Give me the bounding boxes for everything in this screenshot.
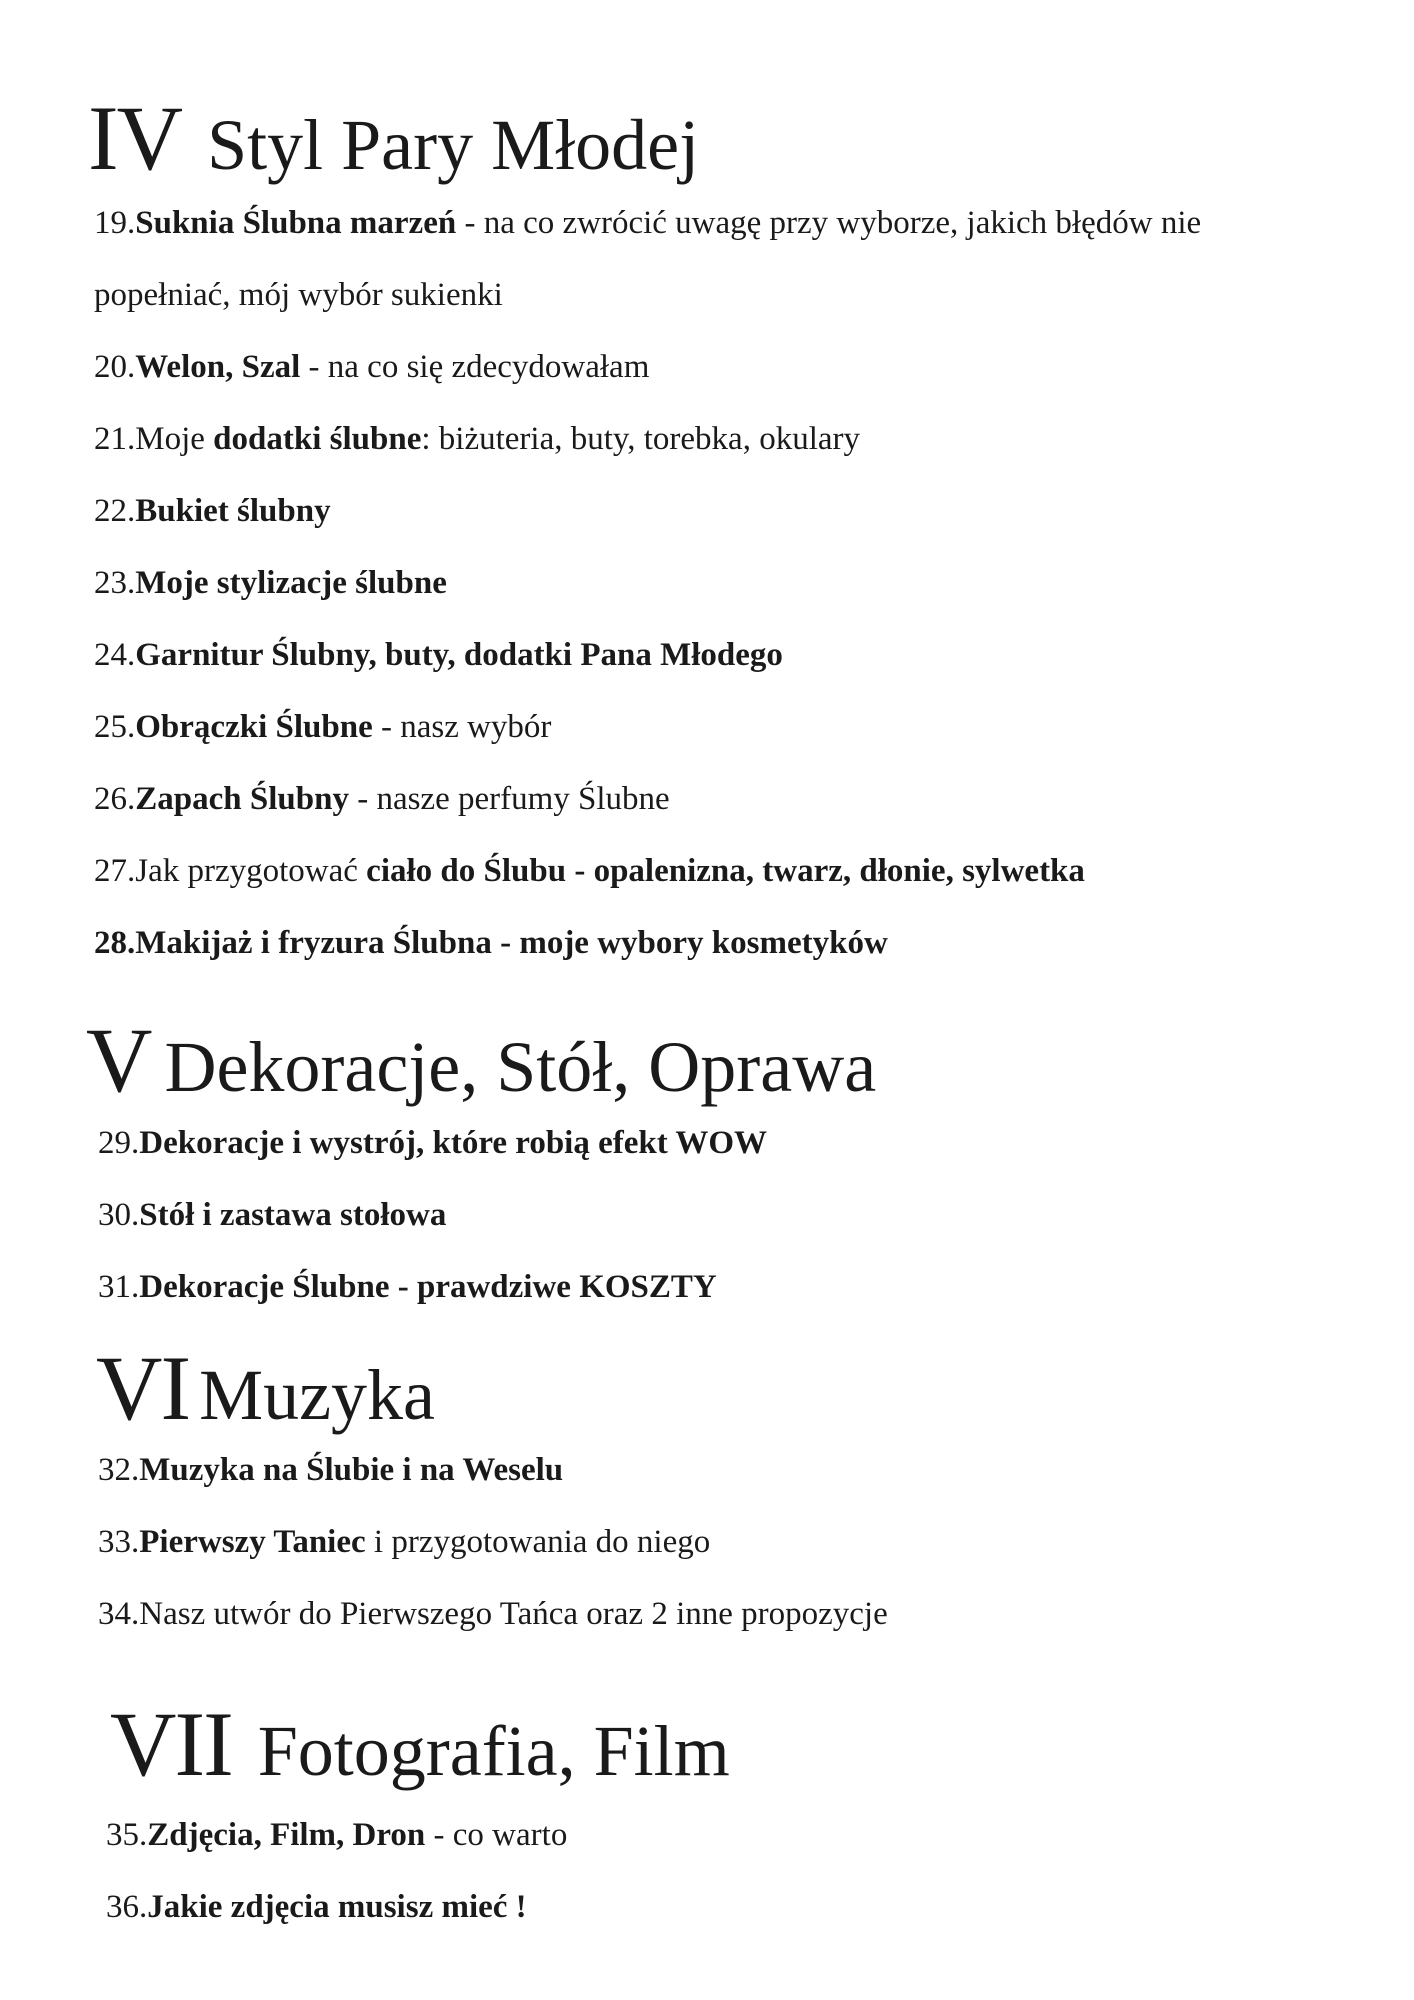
section-heading-vi bbox=[96, 1337, 436, 1439]
item-text: - na co się zdecydowałam bbox=[300, 349, 650, 385]
item-number: 35. bbox=[106, 1817, 148, 1853]
section-title: Dekoracje, Stół, Oprawa bbox=[164, 1027, 877, 1107]
section-title: Styl Pary Młodej bbox=[207, 105, 700, 185]
item-bold-text: Suknia Ślubna marzeń bbox=[135, 205, 457, 241]
item-number: 24. bbox=[94, 637, 136, 673]
item-bold-text: Dekoracje i wystrój, które robią efekt WOW bbox=[139, 1125, 768, 1161]
item-number: 32. bbox=[98, 1452, 140, 1488]
item-bold-text: Moje stylizacje ślubne bbox=[135, 565, 447, 601]
item-number: 19. bbox=[94, 205, 136, 241]
toc-item-19-continued bbox=[94, 275, 503, 315]
item-text: i przygotowania do niego bbox=[365, 1524, 711, 1560]
section-heading-iv bbox=[88, 87, 700, 189]
item-number: 27. bbox=[94, 853, 136, 889]
item-text: - nasz wybór bbox=[372, 709, 552, 745]
section-numeral: IV bbox=[88, 87, 182, 189]
item-bold-text: Bukiet ślubny bbox=[135, 493, 331, 529]
item-bold-text: Jakie zdjęcia musisz mieć ! bbox=[147, 1889, 527, 1925]
toc-item-35 bbox=[106, 1815, 567, 1855]
toc-item-31 bbox=[98, 1267, 717, 1307]
item-number: 22. bbox=[94, 493, 136, 529]
toc-item-36 bbox=[106, 1887, 527, 1927]
toc-item-20 bbox=[94, 347, 649, 387]
item-number: 20. bbox=[94, 349, 136, 385]
toc-item-25 bbox=[94, 707, 551, 747]
toc-item-24 bbox=[94, 635, 783, 675]
item-number: 31. bbox=[98, 1269, 140, 1305]
toc-item-29 bbox=[98, 1123, 767, 1163]
toc-item-27 bbox=[94, 851, 1085, 891]
item-bold-text: dodatki ślubne bbox=[213, 421, 422, 457]
toc-item-21 bbox=[94, 419, 860, 459]
item-text: Nasz utwór do Pierwszego Tańca oraz 2 inne propozycje bbox=[139, 1596, 888, 1632]
item-text: : biżuteria, buty, torebka, okulary bbox=[421, 421, 860, 457]
item-number: 34. bbox=[98, 1596, 140, 1632]
item-text: Jak przygotować bbox=[135, 853, 367, 889]
toc-item-34 bbox=[98, 1594, 888, 1634]
section-heading-vii bbox=[110, 1693, 730, 1795]
item-bold-text: Garnitur Ślubny, buty, dodatki Pana Młodego bbox=[135, 637, 783, 673]
item-bold-text: Zapach Ślubny bbox=[135, 781, 349, 817]
toc-item-28 bbox=[94, 923, 888, 963]
item-bold-text: Makijaż i fryzura Ślubna - moje wybory kosmetyków bbox=[135, 925, 888, 961]
item-bold-text: Muzyka na Ślubie i na Weselu bbox=[139, 1452, 564, 1488]
item-text: - nasze perfumy Ślubne bbox=[348, 781, 670, 817]
item-text: popełniać, mój wybór sukienki bbox=[94, 277, 503, 313]
item-bold-text: Welon, Szal bbox=[135, 349, 301, 385]
section-title: Muzyka bbox=[199, 1355, 436, 1435]
item-number: 36. bbox=[106, 1889, 148, 1925]
section-heading-v bbox=[86, 1009, 877, 1111]
section-title: Fotografia, Film bbox=[257, 1711, 730, 1791]
toc-item-22 bbox=[94, 491, 331, 531]
toc-item-32 bbox=[98, 1450, 563, 1490]
item-number: 33. bbox=[98, 1524, 140, 1560]
item-number: 23. bbox=[94, 565, 136, 601]
item-number: 29. bbox=[98, 1125, 140, 1161]
item-number: 25. bbox=[94, 709, 136, 745]
item-bold-text: Pierwszy Taniec bbox=[139, 1524, 366, 1560]
item-text: Moje bbox=[135, 421, 214, 457]
item-bold-text: Zdjęcia, Film, Dron bbox=[147, 1817, 426, 1853]
section-numeral: VII bbox=[110, 1693, 232, 1795]
toc-item-23 bbox=[94, 563, 447, 603]
toc-item-19 bbox=[94, 203, 1201, 243]
item-bold-text: ciało do Ślubu - opalenizna, twarz, dłonie, sylwetka bbox=[366, 853, 1085, 889]
item-bold-text: Obrączki Ślubne bbox=[135, 709, 373, 745]
item-bold-text: Stół i zastawa stołowa bbox=[139, 1197, 447, 1233]
item-number: 28. bbox=[94, 925, 136, 961]
item-text: - na co zwrócić uwagę przy wyborze, jakich błędów nie bbox=[456, 205, 1202, 241]
item-number: 21. bbox=[94, 421, 136, 457]
item-number: 30. bbox=[98, 1197, 140, 1233]
toc-item-26 bbox=[94, 779, 670, 819]
item-bold-text: Dekoracje Ślubne - prawdziwe KOSZTY bbox=[139, 1269, 717, 1305]
section-numeral: V bbox=[86, 1009, 151, 1111]
item-number: 26. bbox=[94, 781, 136, 817]
toc-item-30 bbox=[98, 1195, 446, 1235]
toc-item-33 bbox=[98, 1522, 710, 1562]
item-text: - co warto bbox=[425, 1817, 568, 1853]
section-numeral: VI bbox=[96, 1337, 190, 1439]
